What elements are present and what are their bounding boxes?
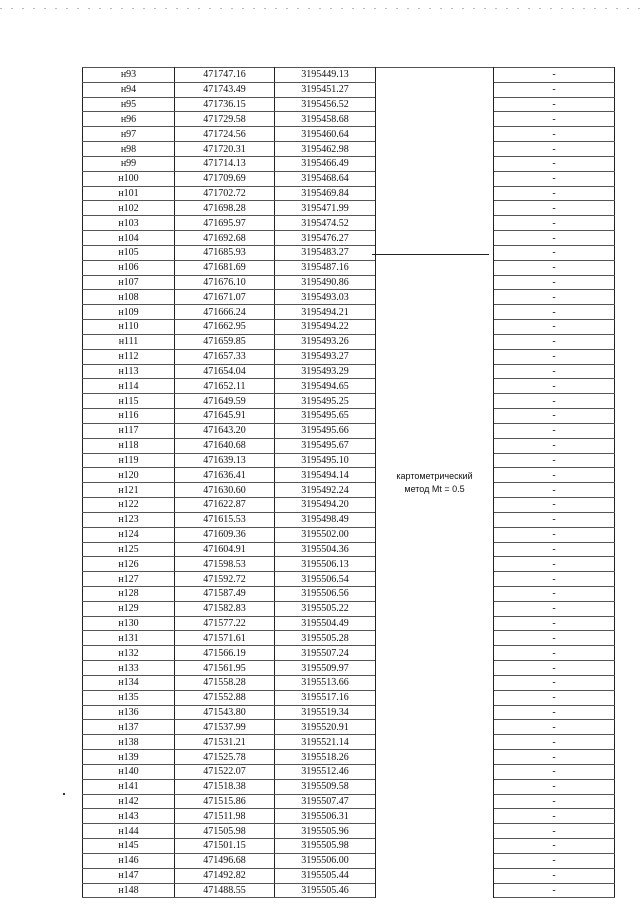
x-coordinate-cell: 471522.07 bbox=[175, 764, 275, 779]
table-row bbox=[83, 572, 615, 587]
y-coordinate-cell: 3195513.66 bbox=[275, 675, 376, 690]
accuracy-cell: - bbox=[494, 112, 615, 127]
x-coordinate-cell: 471714.13 bbox=[175, 156, 275, 171]
y-coordinate-cell: 3195498.49 bbox=[275, 512, 376, 527]
x-coordinate-cell: 471537.99 bbox=[175, 720, 275, 735]
point-name-cell: н147 bbox=[83, 868, 175, 883]
y-coordinate-cell: 3195451.27 bbox=[275, 82, 376, 97]
point-name-cell: н108 bbox=[83, 290, 175, 305]
accuracy-cell: - bbox=[494, 438, 615, 453]
x-coordinate-cell: 471566.19 bbox=[175, 646, 275, 661]
table-row bbox=[83, 349, 615, 364]
accuracy-cell: - bbox=[494, 379, 615, 394]
x-coordinate-cell: 471657.33 bbox=[175, 349, 275, 364]
point-name-cell: н106 bbox=[83, 260, 175, 275]
y-coordinate-cell: 3195460.64 bbox=[275, 127, 376, 142]
y-coordinate-cell: 3195456.52 bbox=[275, 97, 376, 112]
accuracy-cell: - bbox=[494, 675, 615, 690]
x-coordinate-cell: 471639.13 bbox=[175, 453, 275, 468]
table-row bbox=[83, 394, 615, 409]
table-row bbox=[83, 305, 615, 320]
point-name-cell: н101 bbox=[83, 186, 175, 201]
y-coordinate-cell: 3195505.46 bbox=[275, 883, 376, 898]
x-coordinate-cell: 471649.59 bbox=[175, 394, 275, 409]
table-row bbox=[83, 839, 615, 854]
point-name-cell: н144 bbox=[83, 824, 175, 839]
accuracy-cell: - bbox=[494, 127, 615, 142]
x-coordinate-cell: 471515.86 bbox=[175, 794, 275, 809]
point-name-cell: н132 bbox=[83, 646, 175, 661]
table-row bbox=[83, 156, 615, 171]
table-row bbox=[83, 364, 615, 379]
table-row bbox=[83, 542, 615, 557]
table-row bbox=[83, 142, 615, 157]
x-coordinate-cell: 471671.07 bbox=[175, 290, 275, 305]
accuracy-cell: - bbox=[494, 557, 615, 572]
point-name-cell: н113 bbox=[83, 364, 175, 379]
x-coordinate-cell: 471736.15 bbox=[175, 97, 275, 112]
y-coordinate-cell: 3195471.99 bbox=[275, 201, 376, 216]
accuracy-cell: - bbox=[494, 468, 615, 483]
x-coordinate-cell: 471645.91 bbox=[175, 409, 275, 424]
accuracy-cell: - bbox=[494, 334, 615, 349]
point-name-cell: н122 bbox=[83, 498, 175, 513]
table-row bbox=[83, 468, 615, 483]
y-coordinate-cell: 3195468.64 bbox=[275, 171, 376, 186]
x-coordinate-cell: 471543.80 bbox=[175, 705, 275, 720]
point-name-cell: н103 bbox=[83, 216, 175, 231]
y-coordinate-cell: 3195458.68 bbox=[275, 112, 376, 127]
accuracy-cell: - bbox=[494, 201, 615, 216]
table-row bbox=[83, 498, 615, 513]
y-coordinate-cell: 3195504.49 bbox=[275, 616, 376, 631]
y-coordinate-cell: 3195502.00 bbox=[275, 527, 376, 542]
point-name-cell: н110 bbox=[83, 320, 175, 335]
accuracy-cell: - bbox=[494, 483, 615, 498]
y-coordinate-cell: 3195495.25 bbox=[275, 394, 376, 409]
point-name-cell: н135 bbox=[83, 690, 175, 705]
table-row bbox=[83, 216, 615, 231]
accuracy-cell: - bbox=[494, 275, 615, 290]
accuracy-cell: - bbox=[494, 586, 615, 601]
point-name-cell: н138 bbox=[83, 735, 175, 750]
accuracy-cell: - bbox=[494, 661, 615, 676]
x-coordinate-cell: 471505.98 bbox=[175, 824, 275, 839]
accuracy-cell: - bbox=[494, 824, 615, 839]
accuracy-cell: - bbox=[494, 290, 615, 305]
point-name-cell: н129 bbox=[83, 601, 175, 616]
method-name: картометрический bbox=[396, 470, 473, 481]
point-name-cell: н123 bbox=[83, 512, 175, 527]
x-coordinate-cell: 471609.36 bbox=[175, 527, 275, 542]
point-name-cell: н133 bbox=[83, 661, 175, 676]
table-row bbox=[83, 245, 615, 260]
y-coordinate-cell: 3195512.46 bbox=[275, 764, 376, 779]
y-coordinate-cell: 3195520.91 bbox=[275, 720, 376, 735]
accuracy-cell: - bbox=[494, 750, 615, 765]
method-accuracy: метод Mt = 0.5 bbox=[404, 483, 465, 494]
point-name-cell: н116 bbox=[83, 409, 175, 424]
accuracy-cell: - bbox=[494, 156, 615, 171]
y-coordinate-cell: 3195505.22 bbox=[275, 601, 376, 616]
point-name-cell: н99 bbox=[83, 156, 175, 171]
point-name-cell: н102 bbox=[83, 201, 175, 216]
point-name-cell: н100 bbox=[83, 171, 175, 186]
accuracy-cell: - bbox=[494, 82, 615, 97]
method-cell bbox=[376, 68, 494, 898]
table-row bbox=[83, 112, 615, 127]
y-coordinate-cell: 3195469.84 bbox=[275, 186, 376, 201]
point-name-cell: н107 bbox=[83, 275, 175, 290]
table-row bbox=[83, 453, 615, 468]
point-name-cell: н134 bbox=[83, 675, 175, 690]
y-coordinate-cell: 3195490.86 bbox=[275, 275, 376, 290]
table-row bbox=[83, 201, 615, 216]
accuracy-cell: - bbox=[494, 601, 615, 616]
y-coordinate-cell: 3195492.24 bbox=[275, 483, 376, 498]
point-name-cell: н105 bbox=[83, 245, 175, 260]
x-coordinate-cell: 471518.38 bbox=[175, 779, 275, 794]
table-row bbox=[83, 794, 615, 809]
point-name-cell: н136 bbox=[83, 705, 175, 720]
accuracy-cell: - bbox=[494, 839, 615, 854]
accuracy-cell: - bbox=[494, 409, 615, 424]
y-coordinate-cell: 3195494.14 bbox=[275, 468, 376, 483]
point-name-cell: н115 bbox=[83, 394, 175, 409]
point-name-cell: н94 bbox=[83, 82, 175, 97]
y-coordinate-cell: 3195495.10 bbox=[275, 453, 376, 468]
accuracy-cell: - bbox=[494, 498, 615, 513]
y-coordinate-cell: 3195493.29 bbox=[275, 364, 376, 379]
y-coordinate-cell: 3195506.56 bbox=[275, 586, 376, 601]
x-coordinate-cell: 471676.10 bbox=[175, 275, 275, 290]
accuracy-cell: - bbox=[494, 245, 615, 260]
point-name-cell: н128 bbox=[83, 586, 175, 601]
x-coordinate-cell: 471640.68 bbox=[175, 438, 275, 453]
y-coordinate-cell: 3195519.34 bbox=[275, 705, 376, 720]
accuracy-cell: - bbox=[494, 720, 615, 735]
y-coordinate-cell: 3195476.27 bbox=[275, 231, 376, 246]
y-coordinate-cell: 3195462.98 bbox=[275, 142, 376, 157]
y-coordinate-cell: 3195521.14 bbox=[275, 735, 376, 750]
x-coordinate-cell: 471552.88 bbox=[175, 690, 275, 705]
x-coordinate-cell: 471488.55 bbox=[175, 883, 275, 898]
y-coordinate-cell: 3195495.65 bbox=[275, 409, 376, 424]
point-name-cell: н148 bbox=[83, 883, 175, 898]
x-coordinate-cell: 471659.85 bbox=[175, 334, 275, 349]
point-name-cell: н139 bbox=[83, 750, 175, 765]
coordinates-table bbox=[82, 67, 615, 898]
accuracy-cell: - bbox=[494, 231, 615, 246]
x-coordinate-cell: 471743.49 bbox=[175, 82, 275, 97]
point-name-cell: н111 bbox=[83, 334, 175, 349]
y-coordinate-cell: 3195483.27 bbox=[275, 245, 376, 260]
accuracy-cell: - bbox=[494, 764, 615, 779]
table-row bbox=[83, 779, 615, 794]
point-name-cell: н145 bbox=[83, 839, 175, 854]
x-coordinate-cell: 471501.15 bbox=[175, 839, 275, 854]
y-coordinate-cell: 3195474.52 bbox=[275, 216, 376, 231]
x-coordinate-cell: 471571.61 bbox=[175, 631, 275, 646]
y-coordinate-cell: 3195494.21 bbox=[275, 305, 376, 320]
point-name-cell: н104 bbox=[83, 231, 175, 246]
point-name-cell: н93 bbox=[83, 68, 175, 83]
y-coordinate-cell: 3195449.13 bbox=[275, 68, 376, 83]
y-coordinate-cell: 3195506.31 bbox=[275, 809, 376, 824]
accuracy-cell: - bbox=[494, 794, 615, 809]
point-name-cell: н142 bbox=[83, 794, 175, 809]
x-coordinate-cell: 471681.69 bbox=[175, 260, 275, 275]
accuracy-cell: - bbox=[494, 423, 615, 438]
table-row bbox=[83, 320, 615, 335]
x-coordinate-cell: 471695.97 bbox=[175, 216, 275, 231]
point-name-cell: н98 bbox=[83, 142, 175, 157]
point-name-cell: н146 bbox=[83, 853, 175, 868]
x-coordinate-cell: 471652.11 bbox=[175, 379, 275, 394]
point-name-cell: н121 bbox=[83, 483, 175, 498]
y-coordinate-cell: 3195495.67 bbox=[275, 438, 376, 453]
x-coordinate-cell: 471558.28 bbox=[175, 675, 275, 690]
x-coordinate-cell: 471720.31 bbox=[175, 142, 275, 157]
table-row bbox=[83, 750, 615, 765]
table-row bbox=[83, 334, 615, 349]
y-coordinate-cell: 3195506.13 bbox=[275, 557, 376, 572]
table-row bbox=[83, 512, 615, 527]
y-coordinate-cell: 3195518.26 bbox=[275, 750, 376, 765]
accuracy-cell: - bbox=[494, 883, 615, 898]
accuracy-cell: - bbox=[494, 216, 615, 231]
accuracy-cell: - bbox=[494, 542, 615, 557]
point-name-cell: н95 bbox=[83, 97, 175, 112]
table-row bbox=[83, 720, 615, 735]
point-name-cell: н117 bbox=[83, 423, 175, 438]
table-row bbox=[83, 483, 615, 498]
point-name-cell: н126 bbox=[83, 557, 175, 572]
x-coordinate-cell: 471592.72 bbox=[175, 572, 275, 587]
accuracy-cell: - bbox=[494, 394, 615, 409]
accuracy-cell: - bbox=[494, 171, 615, 186]
table-row bbox=[83, 557, 615, 572]
table-row bbox=[83, 82, 615, 97]
point-name-cell: н127 bbox=[83, 572, 175, 587]
x-coordinate-cell: 471698.28 bbox=[175, 201, 275, 216]
table-row bbox=[83, 661, 615, 676]
accuracy-cell: - bbox=[494, 779, 615, 794]
x-coordinate-cell: 471577.22 bbox=[175, 616, 275, 631]
accuracy-cell: - bbox=[494, 260, 615, 275]
table-row bbox=[83, 616, 615, 631]
accuracy-cell: - bbox=[494, 646, 615, 661]
accuracy-cell: - bbox=[494, 735, 615, 750]
point-name-cell: н96 bbox=[83, 112, 175, 127]
x-coordinate-cell: 471496.68 bbox=[175, 853, 275, 868]
accuracy-cell: - bbox=[494, 572, 615, 587]
table-row bbox=[83, 423, 615, 438]
y-coordinate-cell: 3195509.97 bbox=[275, 661, 376, 676]
y-coordinate-cell: 3195506.00 bbox=[275, 853, 376, 868]
y-coordinate-cell: 3195507.24 bbox=[275, 646, 376, 661]
accuracy-cell: - bbox=[494, 349, 615, 364]
point-name-cell: н119 bbox=[83, 453, 175, 468]
y-coordinate-cell: 3195517.16 bbox=[275, 690, 376, 705]
table-row bbox=[83, 527, 615, 542]
x-coordinate-cell: 471630.60 bbox=[175, 483, 275, 498]
y-coordinate-cell: 3195493.03 bbox=[275, 290, 376, 305]
table-row bbox=[83, 438, 615, 453]
accuracy-cell: - bbox=[494, 868, 615, 883]
y-coordinate-cell: 3195494.22 bbox=[275, 320, 376, 335]
table-row bbox=[83, 231, 615, 246]
y-coordinate-cell: 3195506.54 bbox=[275, 572, 376, 587]
table-row bbox=[83, 260, 615, 275]
x-coordinate-cell: 471643.20 bbox=[175, 423, 275, 438]
point-name-cell: н137 bbox=[83, 720, 175, 735]
x-coordinate-cell: 471525.78 bbox=[175, 750, 275, 765]
point-name-cell: н118 bbox=[83, 438, 175, 453]
x-coordinate-cell: 471654.04 bbox=[175, 364, 275, 379]
accuracy-cell: - bbox=[494, 453, 615, 468]
x-coordinate-cell: 471587.49 bbox=[175, 586, 275, 601]
y-coordinate-cell: 3195504.36 bbox=[275, 542, 376, 557]
accuracy-cell: - bbox=[494, 809, 615, 824]
x-coordinate-cell: 471662.95 bbox=[175, 320, 275, 335]
table-row bbox=[83, 409, 615, 424]
table-row bbox=[83, 601, 615, 616]
x-coordinate-cell: 471729.58 bbox=[175, 112, 275, 127]
y-coordinate-cell: 3195495.66 bbox=[275, 423, 376, 438]
x-coordinate-cell: 471622.87 bbox=[175, 498, 275, 513]
table-row bbox=[83, 690, 615, 705]
x-coordinate-cell: 471615.53 bbox=[175, 512, 275, 527]
table-row bbox=[83, 171, 615, 186]
table-row bbox=[83, 275, 615, 290]
table-row bbox=[83, 809, 615, 824]
table-row bbox=[83, 675, 615, 690]
accuracy-cell: - bbox=[494, 853, 615, 868]
x-coordinate-cell: 471666.24 bbox=[175, 305, 275, 320]
accuracy-cell: - bbox=[494, 631, 615, 646]
y-coordinate-cell: 3195509.58 bbox=[275, 779, 376, 794]
point-name-cell: н141 bbox=[83, 779, 175, 794]
x-coordinate-cell: 471709.69 bbox=[175, 171, 275, 186]
scan-speck bbox=[63, 793, 65, 795]
x-coordinate-cell: 471531.21 bbox=[175, 735, 275, 750]
y-coordinate-cell: 3195494.20 bbox=[275, 498, 376, 513]
x-coordinate-cell: 471582.83 bbox=[175, 601, 275, 616]
table-row bbox=[83, 824, 615, 839]
method-column-divider bbox=[372, 254, 489, 255]
x-coordinate-cell: 471747.16 bbox=[175, 68, 275, 83]
y-coordinate-cell: 3195505.44 bbox=[275, 868, 376, 883]
y-coordinate-cell: 3195505.96 bbox=[275, 824, 376, 839]
point-name-cell: н124 bbox=[83, 527, 175, 542]
x-coordinate-cell: 471598.53 bbox=[175, 557, 275, 572]
x-coordinate-cell: 471724.56 bbox=[175, 127, 275, 142]
table-row bbox=[83, 186, 615, 201]
y-coordinate-cell: 3195493.26 bbox=[275, 334, 376, 349]
accuracy-cell: - bbox=[494, 705, 615, 720]
y-coordinate-cell: 3195466.49 bbox=[275, 156, 376, 171]
accuracy-cell: - bbox=[494, 364, 615, 379]
table-row bbox=[83, 646, 615, 661]
accuracy-cell: - bbox=[494, 320, 615, 335]
accuracy-cell: - bbox=[494, 527, 615, 542]
table-row bbox=[83, 853, 615, 868]
scan-artifact-line bbox=[0, 8, 640, 9]
accuracy-cell: - bbox=[494, 616, 615, 631]
accuracy-cell: - bbox=[494, 142, 615, 157]
x-coordinate-cell: 471561.95 bbox=[175, 661, 275, 676]
accuracy-cell: - bbox=[494, 512, 615, 527]
table-row bbox=[83, 631, 615, 646]
accuracy-cell: - bbox=[494, 690, 615, 705]
table-row bbox=[83, 883, 615, 898]
table-row bbox=[83, 586, 615, 601]
y-coordinate-cell: 3195507.47 bbox=[275, 794, 376, 809]
point-name-cell: н120 bbox=[83, 468, 175, 483]
point-name-cell: н131 bbox=[83, 631, 175, 646]
point-name-cell: н143 bbox=[83, 809, 175, 824]
y-coordinate-cell: 3195505.98 bbox=[275, 839, 376, 854]
point-name-cell: н114 bbox=[83, 379, 175, 394]
x-coordinate-cell: 471702.72 bbox=[175, 186, 275, 201]
x-coordinate-cell: 471685.93 bbox=[175, 245, 275, 260]
table-row bbox=[83, 764, 615, 779]
table-row bbox=[83, 379, 615, 394]
point-name-cell: н97 bbox=[83, 127, 175, 142]
accuracy-cell: - bbox=[494, 305, 615, 320]
table-row bbox=[83, 868, 615, 883]
x-coordinate-cell: 471492.82 bbox=[175, 868, 275, 883]
table-row bbox=[83, 735, 615, 750]
x-coordinate-cell: 471692.68 bbox=[175, 231, 275, 246]
y-coordinate-cell: 3195487.16 bbox=[275, 260, 376, 275]
accuracy-cell: - bbox=[494, 186, 615, 201]
y-coordinate-cell: 3195493.27 bbox=[275, 349, 376, 364]
accuracy-cell: - bbox=[494, 97, 615, 112]
point-name-cell: н140 bbox=[83, 764, 175, 779]
table-row bbox=[83, 68, 615, 83]
coordinates-table-body bbox=[83, 68, 615, 898]
point-name-cell: н109 bbox=[83, 305, 175, 320]
point-name-cell: н125 bbox=[83, 542, 175, 557]
table-row bbox=[83, 97, 615, 112]
x-coordinate-cell: 471511.98 bbox=[175, 809, 275, 824]
table-row bbox=[83, 705, 615, 720]
point-name-cell: н112 bbox=[83, 349, 175, 364]
table-row bbox=[83, 127, 615, 142]
table-row bbox=[83, 290, 615, 305]
accuracy-cell: - bbox=[494, 68, 615, 83]
y-coordinate-cell: 3195505.28 bbox=[275, 631, 376, 646]
x-coordinate-cell: 471604.91 bbox=[175, 542, 275, 557]
y-coordinate-cell: 3195494.65 bbox=[275, 379, 376, 394]
point-name-cell: н130 bbox=[83, 616, 175, 631]
x-coordinate-cell: 471636.41 bbox=[175, 468, 275, 483]
